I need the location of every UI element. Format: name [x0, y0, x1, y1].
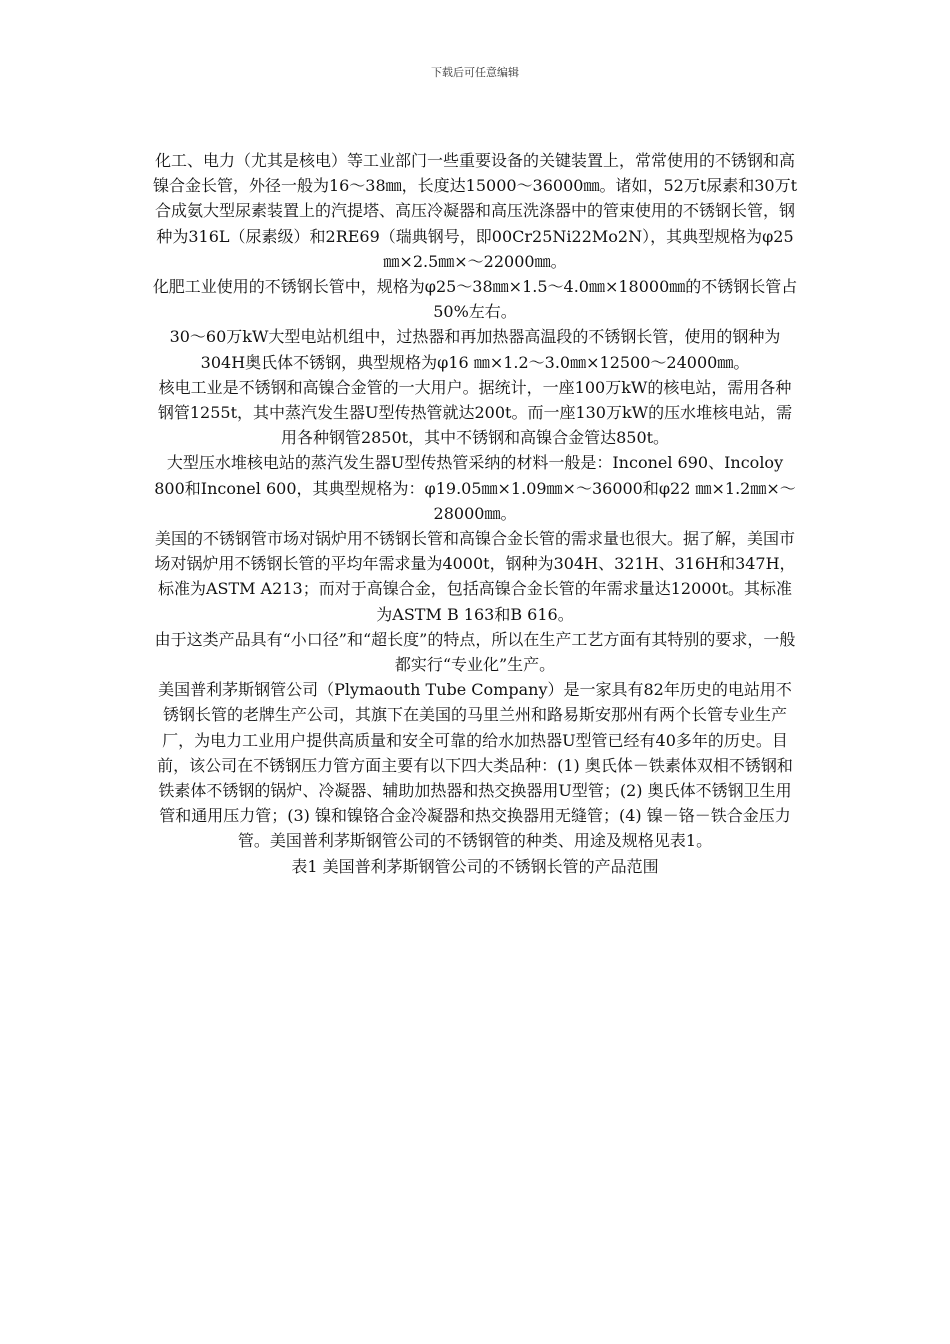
paragraph-long-pipes-intro: 化工、电力（尤其是核电）等工业部门一些重要设备的关键装置上，常常使用的不锈钢和高镍合金长管，外径一般为16～38㎜，长度达15000～36000㎜。诸如，52万t尿素和30万t合成氨大型尿素装置上的汽提塔、高压冷凝器和高压洗涤器中的管束使用的不锈钢长管，钢种为316L（尿素级）和2RE69（瑞典钢号，即00Cr25Ni22Mo2N），其典型规格为φ25㎜×2.5㎜×～22000㎜。	[152, 151, 798, 271]
paragraph-steam-generator-materials: 大型压水堆核电站的蒸汽发生器U型传热管采纳的材料一般是：Inconel 690、Incoloy 800和Inconel 600，其典型规格为：φ19.05㎜×1.09㎜×～36000和φ22 ㎜×1.2㎜×～28000㎜。	[154, 453, 796, 523]
paragraph-plymouth-tube: 美国普利茅斯钢管公司（Plymaouth Tube Company）是一家具有82年历史的电站用不锈钢长管的老牌生产公司，其旗下在美国的马里兰州和路易斯安那州有两个长管专业生产厂，为电力工业用户提供高质量和安全可靠的给水加热器U型管已经有40多年的历史。目前，该公司在不锈钢压力管方面主要有以下四大类品种：(1) 奥氏体－铁素体双相不锈钢和铁素体不锈钢的锅炉、冷凝器、辅助加热器和热交换器用U型管；(2) 奥氏体不锈钢卫生用管和通用压力管；(3) 镍和镍铬合金冷凝器和热交换器用无缝管；(4) 镍－铬－铁合金压力管。美国普利茅斯钢管公司的不锈钢管的种类、用途及规格见表1。	[157, 680, 793, 851]
paragraph-us-market: 美国的不锈钢管市场对锅炉用不锈钢长管和高镍合金长管的需求量也很大。据了解，美国市场对锅炉用不锈钢长管的平均年需求量为4000t，钢种为304H、321H、316H和347H，标准为ASTM A213；而对于高镍合金，包括高镍合金长管的年需求量达12000t。其标准为ASTM B 163和B 616。	[154, 529, 796, 624]
paragraph-power-station: 30～60万kW大型电站机组中，过热器和再加热器高温段的不锈钢长管，使用的钢种为304H奥氏体不锈钢，典型规格为φ16 ㎜×1.2～3.0㎜×12500～24000㎜。	[169, 327, 781, 372]
document-body	[152, 148, 798, 879]
paragraph-specialized-production: 由于这类产品具有“小口径”和“超长度”的特点，所以在生产工艺方面有其特别的要求，一般都实行“专业化”生产。	[154, 629, 796, 675]
table-caption: 表1 美国普利茅斯钢管公司的不锈钢长管的产品范围	[291, 856, 659, 876]
paragraph-fertilizer-industry: 化肥工业使用的不锈钢长管中，规格为φ25～38㎜×1.5～4.0㎜×18000㎜的不锈钢长管占50%左右。	[152, 277, 798, 322]
page-header: 下载后可任意编辑	[431, 66, 519, 79]
paragraph-nuclear-industry: 核电工业是不锈钢和高镍合金管的一大用户。据统计，一座100万kW的核电站，需用各种钢管1255t，其中蒸汽发生器U型传热管就达200t。而一座130万kW的压水堆核电站，需用各种钢管2850t，其中不锈钢和高镍合金管达850t。	[157, 377, 793, 448]
